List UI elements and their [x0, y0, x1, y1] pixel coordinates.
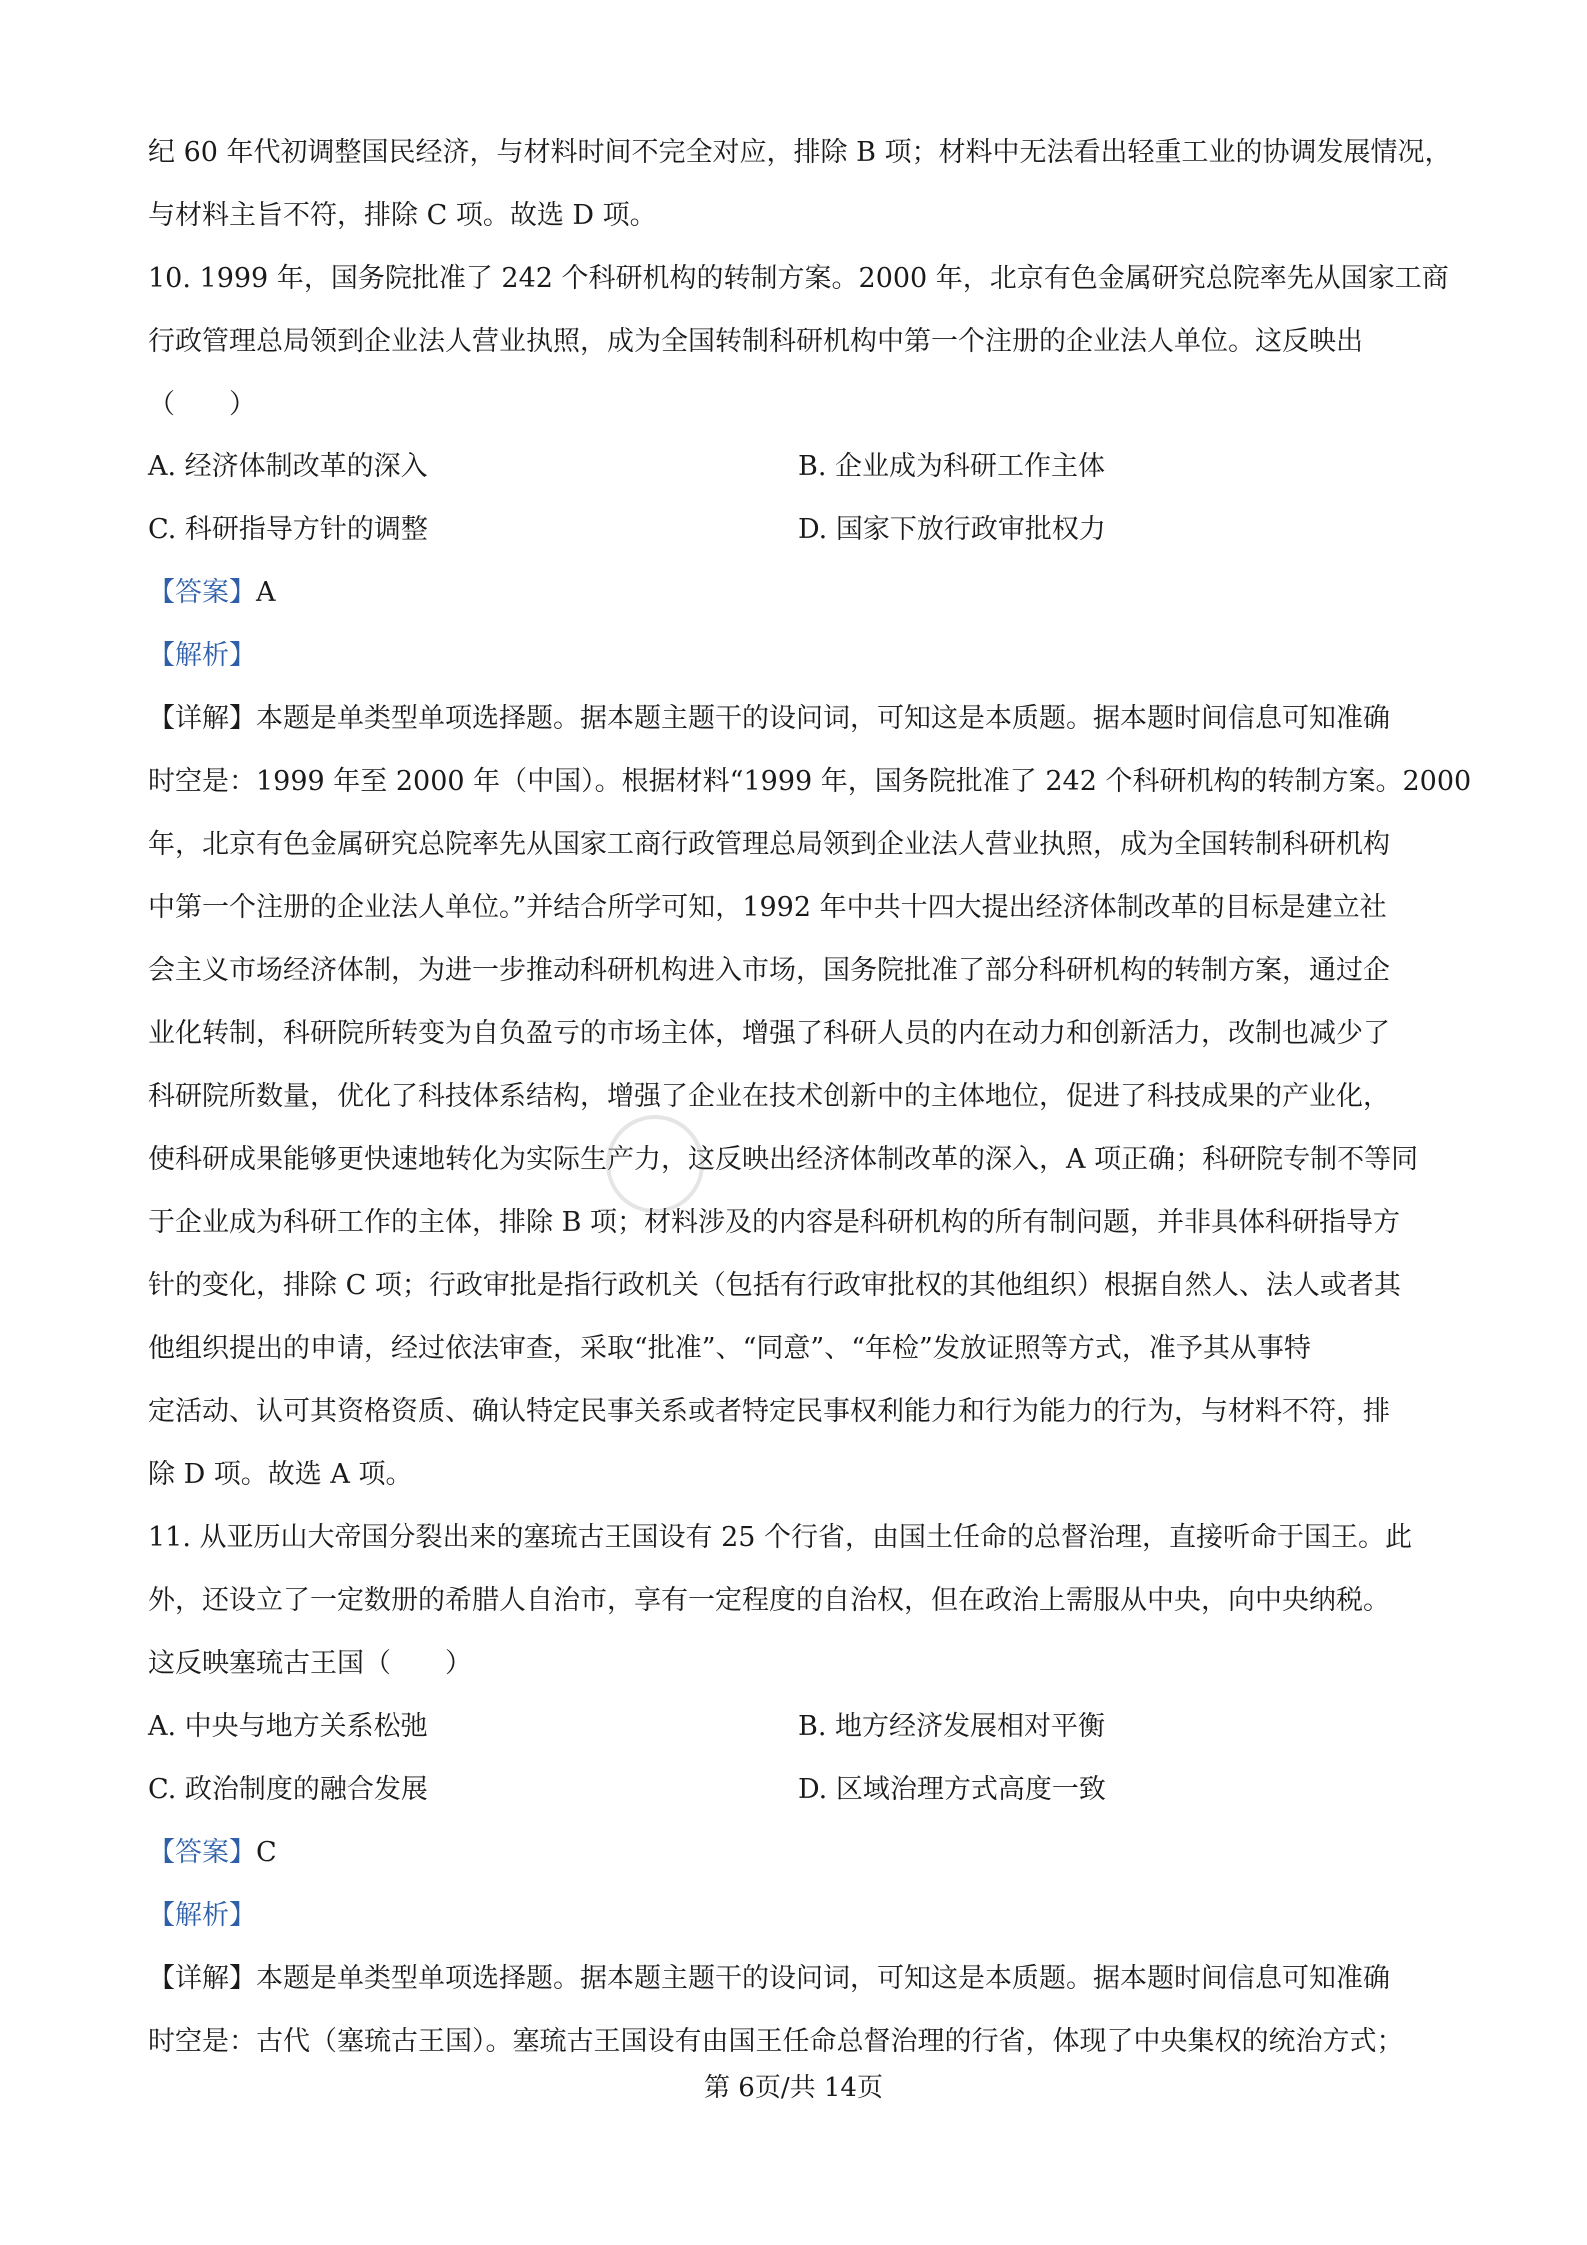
answer-value: A [256, 577, 276, 608]
text-line: 纪 60 年代初调整国民经济，与材料时间不完全对应，排除 B 项；材料中无法看出轻重工业的协调发展情况， [148, 137, 1452, 168]
answer-line [148, 573, 276, 613]
detail-line: 会主义市场经济体制，为进一步推动科研机构进入市场，国务院批准了部分科研机构的转制方案，通过企 [148, 955, 1390, 986]
question-10-stem: （ ） [148, 389, 256, 420]
option-a: A. 中央与地方关系松弛 [148, 1711, 428, 1742]
option-b: B. 企业成为科研工作主体 [798, 451, 1106, 482]
detail-line: 时空是：古代（塞琉古王国）。塞琉古王国设有由国王任命总督治理的行省，体现了中央集权的统治方式； [148, 2026, 1404, 2057]
detail-line: 业化转制，科研院所转变为自负盈亏的市场主体，增强了科研人员的内在动力和创新活力，改制也减少了 [148, 1018, 1390, 1049]
detail-line: 除 D 项。故选 A 项。 [148, 1459, 413, 1490]
question-10-stem: 行政管理总局领到企业法人营业执照，成为全国转制科研机构中第一个注册的企业法人单位。这反映出 [148, 326, 1363, 357]
answer-tag: 【答案】 [148, 1837, 256, 1868]
detail-line: 中第一个注册的企业法人单位。”并结合所学可知，1992 年中共十四大提出经济体制改革的目标是建立社 [148, 892, 1387, 923]
question-11-stem: 这反映塞琉古王国（ ） [148, 1648, 472, 1679]
detail-text: 本题是单类型单项选择题。据本题主题干的设问词，可知这是本质题。据本题时间信息可知准确 [256, 703, 1390, 734]
detail-line: 使科研成果能够更快速地转化为实际生产力，这反映出经济体制改革的深入，A 项正确；科研院专制不等同 [148, 1144, 1419, 1175]
option-d: D. 区域治理方式高度一致 [798, 1774, 1106, 1805]
detail-line: 定活动、认可其资格资质、确认特定民事关系或者特定民事权利能力和行为能力的行为，与材料不符，排 [148, 1396, 1390, 1427]
question-10-stem: 10. 1999 年，国务院批准了 242 个科研机构的转制方案。2000 年，北京有色金属研究总院率先从国家工商 [148, 263, 1449, 294]
answer-line [148, 1833, 277, 1873]
analysis-tag [148, 636, 256, 676]
question-11-stem: 11. 从亚历山大帝国分裂出来的塞琉古王国设有 25 个行省，由国土任命的总督治理，直接听命于国王。此 [148, 1522, 1413, 1553]
option-d: D. 国家下放行政审批权力 [798, 514, 1106, 545]
option-c: C. 科研指导方针的调整 [148, 514, 428, 545]
detail-line: 于企业成为科研工作的主体，排除 B 项；材料涉及的内容是科研机构的所有制问题，并非具体科研指导方 [148, 1207, 1401, 1238]
option-a: A. 经济体制改革的深入 [148, 451, 428, 482]
question-11-stem: 外，还设立了一定数册的希腊人自治市，享有一定程度的自治权，但在政治上需服从中央，向中央纳税。 [148, 1585, 1390, 1616]
detail-line: 他组织提出的申请，经过依法审查，采取“批准”、“同意”、“年检”发放证照等方式，准予其从事特 [148, 1333, 1311, 1364]
analysis-label: 【解析】 [148, 1900, 256, 1931]
detail-tag: 【详解】 [148, 1963, 256, 1994]
detail-line: 年，北京有色金属研究总院率先从国家工商行政管理总局领到企业法人营业执照，成为全国转制科研机构 [148, 829, 1390, 860]
answer-tag: 【答案】 [148, 577, 256, 608]
option-c: C. 政治制度的融合发展 [148, 1774, 428, 1805]
page-footer: 第 6页/共 14页 [704, 2073, 883, 2103]
answer-value: C [256, 1837, 277, 1868]
text-line: 与材料主旨不符，排除 C 项。故选 D 项。 [148, 200, 657, 231]
detail-line: 针的变化，排除 C 项；行政审批是指行政机关（包括有行政审批权的其他组织）根据自然人、法人或者其 [148, 1270, 1401, 1301]
detail-tag: 【详解】 [148, 703, 256, 734]
detail-line [148, 1959, 1390, 1999]
analysis-label: 【解析】 [148, 640, 256, 671]
detail-text: 本题是单类型单项选择题。据本题主题干的设问词，可知这是本质题。据本题时间信息可知准确 [256, 1963, 1390, 1994]
detail-line [148, 699, 1390, 739]
detail-line: 科研院所数量，优化了科技体系结构，增强了企业在技术创新中的主体地位，促进了科技成果的产业化， [148, 1081, 1390, 1112]
detail-line: 时空是：1999 年至 2000 年（中国）。根据材料“1999 年，国务院批准了 242 个科研机构的转制方案。2000 [148, 766, 1472, 797]
analysis-tag [148, 1896, 256, 1936]
option-b: B. 地方经济发展相对平衡 [798, 1711, 1106, 1742]
